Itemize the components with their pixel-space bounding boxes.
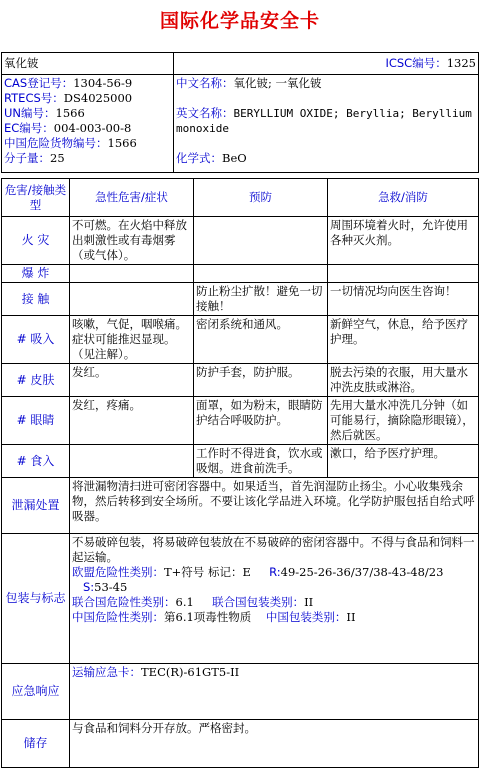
table-row [2, 445, 479, 478]
chemical-name: 氧化铍 [2, 53, 174, 75]
identification-table [1, 52, 479, 173]
un-hazard-label: 联合国危险性类别： [72, 595, 176, 609]
eu-label: 欧盟危险性类别： [72, 565, 164, 579]
formula-label: 化学式： [176, 151, 222, 165]
english-name [176, 106, 476, 136]
col-type: 危害/接触类型 [2, 179, 70, 217]
storage-text: 与食品和饲料分开存放。严格密封。 [70, 720, 479, 768]
eu-value: T+符号 标记：E [164, 565, 251, 579]
page-title: 国际化学品安全卡 [159, 10, 320, 32]
cas-label: CAS登记号： [4, 76, 74, 90]
skin-hazard: 发红。 [70, 364, 194, 397]
cas-value: 1304-56-9 [73, 76, 133, 90]
rtecs-value: DS4025000 [63, 91, 133, 105]
cn-value: 1566 [107, 136, 137, 150]
packaging-text: 不易破碎包装，将易破碎包装放在不易破碎的密闭容器中。不得与食品和饲料一起运输。 [72, 535, 475, 564]
row-label-emergency: 应急响应 [2, 664, 70, 720]
table-row [2, 265, 479, 283]
icsc-value: 1325 [446, 56, 476, 70]
ec-number [4, 121, 171, 136]
ename-label: 英文名称： [176, 106, 234, 120]
cname-value: 氧化铍; 一氧化铍 [233, 76, 322, 90]
row-label-explosion: 爆 炸 [2, 265, 70, 283]
contact-hazard [70, 283, 194, 316]
ingestion-firstaid: 漱口，给予医疗护理。 [328, 445, 479, 478]
un-pack-value: II [304, 595, 314, 609]
emergency-card-label: 运输应急卡： [72, 665, 141, 679]
cn-dangerous-goods-number [4, 136, 171, 151]
ec-label: EC编号： [4, 121, 54, 135]
explosion-firstaid [328, 265, 479, 283]
rtecs-number [4, 91, 171, 106]
emergency-cell [70, 664, 479, 720]
col-prevention: 预防 [194, 179, 328, 217]
table-row [2, 664, 479, 720]
hazard-table [1, 178, 479, 768]
contact-prevention: 防止粉尘扩散！避免一切接触！ [194, 283, 328, 316]
mw-value: 25 [50, 151, 65, 165]
col-firstaid: 急救/消防 [328, 179, 479, 217]
cn-label: 中国危险货物编号： [4, 136, 108, 150]
table-row [2, 478, 479, 534]
explosion-hazard [70, 265, 194, 283]
row-label-fire: 火 灾 [2, 217, 70, 265]
s-label: S: [82, 580, 95, 594]
cn-pack-value: II [346, 610, 356, 624]
rtecs-label: RTECS号： [4, 91, 64, 105]
fire-firstaid: 周围环境着火时，允许使用各种灭火剂。 [328, 217, 479, 265]
skin-firstaid: 脱去污染的衣服，用大量水冲洗皮肤或淋浴。 [328, 364, 479, 397]
col-hazard: 急性危害/症状 [70, 179, 194, 217]
cname-label: 中文名称： [176, 76, 234, 90]
emergency-card-value: TEC(R)-61GT5-II [141, 665, 240, 679]
contact-firstaid: 一切情况均向医生咨询！ [328, 283, 479, 316]
row-label-eyes: # 眼睛 [2, 397, 70, 445]
un-pack-label: 联合国包装类别： [212, 595, 305, 609]
fire-prevention [194, 217, 328, 265]
id-numbers [2, 75, 174, 173]
un-hazard-value: 6.1 [175, 595, 194, 609]
table-row [2, 217, 479, 265]
table-row [2, 720, 479, 768]
row-label-skin: # 皮肤 [2, 364, 70, 397]
s-value: 53-45 [94, 580, 128, 594]
cas-number [4, 76, 171, 91]
r-label: R: [269, 565, 281, 579]
packaging-cell [70, 534, 479, 664]
table-row [2, 534, 479, 664]
r-value: 49-25-26-36/37/38-43-48/23 [280, 565, 444, 579]
cn-classification [72, 610, 476, 625]
cn-hazard-label: 中国危险性类别： [72, 610, 164, 624]
names-and-formula [174, 75, 479, 173]
inhalation-prevention: 密闭系统和通风。 [194, 316, 328, 364]
cn-pack-label: 中国包装类别： [265, 610, 347, 624]
ename-value: BERYLLIUM OXIDE; Beryllia; Beryllium monoxide [176, 107, 472, 135]
un-value: 1566 [55, 106, 85, 120]
ec-value: 004-003-00-8 [53, 121, 132, 135]
mw-label: 分子量： [4, 151, 50, 165]
explosion-prevention [194, 265, 328, 283]
row-label-contact: 接 触 [2, 283, 70, 316]
table-row [2, 397, 479, 445]
inhalation-firstaid: 新鲜空气，休息，给予医疗护理。 [328, 316, 479, 364]
un-label: UN编号： [4, 106, 56, 120]
skin-prevention: 防护手套，防护服。 [194, 364, 328, 397]
row-label-spill: 泄漏处置 [2, 478, 70, 534]
molecular-weight [4, 151, 171, 166]
table-row [2, 316, 479, 364]
ingestion-prevention: 工作时不得进食，饮水或吸烟。进食前洗手。 [194, 445, 328, 478]
eyes-prevention: 面罩，如为粉末，眼睛防护结合呼吸防护。 [194, 397, 328, 445]
fire-hazard: 不可燃。在火焰中释放出刺激性或有毒烟雾（或气体）。 [70, 217, 194, 265]
table-row [2, 283, 479, 316]
un-number [4, 106, 171, 121]
eyes-firstaid: 先用大量水冲洗几分钟（如可能易行，摘除隐形眼镜），然后就医。 [328, 397, 479, 445]
spill-text: 将泄漏物清扫进可密闭容器中。如果适当，首先润湿防止扬尘。小心收集残余物，然后转移到安全场所。不要让该化学品进入环境。化学防护服包括自给式呼吸器。 [70, 478, 479, 534]
eyes-hazard: 发红，疼痛。 [70, 397, 194, 445]
table-row [2, 364, 479, 397]
row-label-storage: 储存 [2, 720, 70, 768]
row-label-packaging: 包装与标志 [2, 534, 70, 664]
formula-value: BeO [222, 151, 247, 165]
cn-hazard-value: 第6.1项毒性物质 [164, 610, 252, 624]
chinese-name [176, 76, 476, 91]
chemical-formula [176, 151, 476, 166]
ingestion-hazard [70, 445, 194, 478]
row-label-inhalation: # 吸入 [2, 316, 70, 364]
icsc-number [174, 53, 479, 75]
eu-classification [72, 565, 476, 595]
row-label-ingestion: # 食入 [2, 445, 70, 478]
inhalation-hazard: 咳嗽，气促，咽喉痛。症状可能推迟显现。（见注解）。 [70, 316, 194, 364]
un-classification [72, 595, 476, 610]
icsc-label: ICSC编号： [385, 56, 447, 70]
